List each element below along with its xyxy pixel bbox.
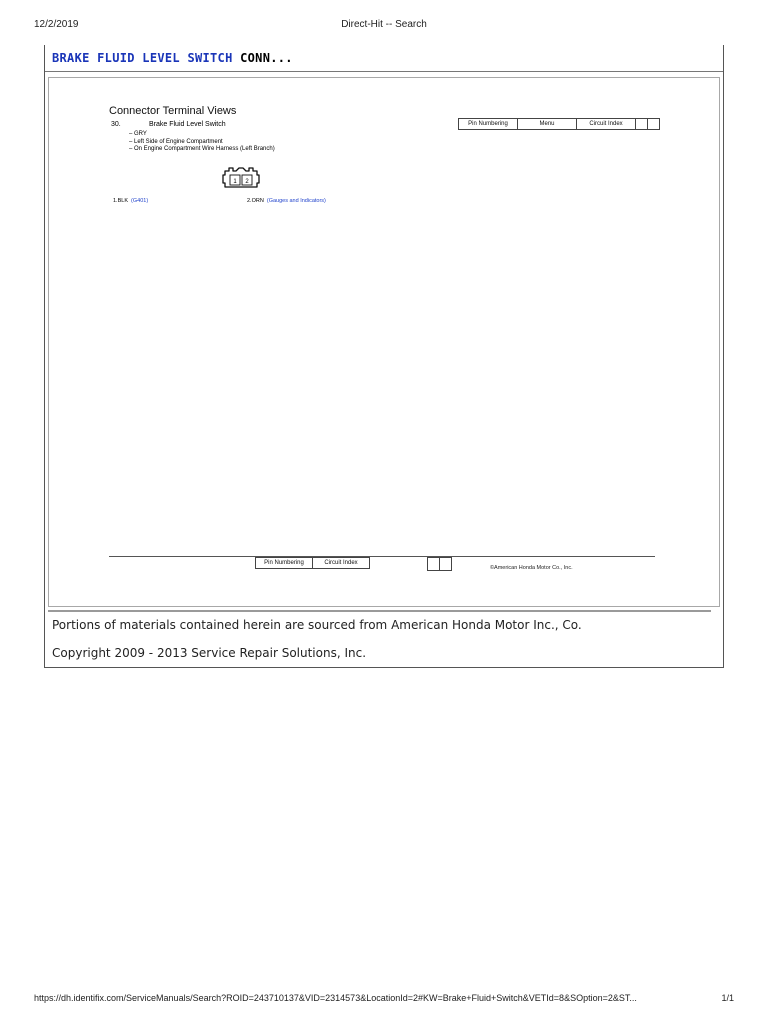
content-frame <box>44 45 724 668</box>
next-page-button-bottom[interactable] <box>439 557 452 571</box>
pin-numbering-button-bottom[interactable]: Pin Numbering <box>255 557 313 569</box>
connector-name: Brake Fluid Level Switch <box>149 121 226 128</box>
print-date: 12/2/2019 <box>34 19 79 30</box>
pinout-item-2 <box>247 198 326 204</box>
circuit-index-button[interactable]: Circuit Index <box>576 118 636 130</box>
pin-1-label: 1.BLK <box>113 198 128 204</box>
print-page-number: 1/1 <box>721 993 734 1003</box>
menu-button[interactable]: Menu <box>517 118 577 130</box>
pin-2-link[interactable]: (Gauges and Indicators) <box>266 198 326 204</box>
pin-1-link[interactable]: (G401) <box>131 198 149 204</box>
bottom-divider <box>109 556 655 557</box>
print-page-title: Direct-Hit -- Search <box>341 19 427 30</box>
pinout-item-1 <box>113 198 148 204</box>
honda-copyright: ©American Honda Motor Co., Inc. <box>490 565 573 571</box>
disclaimer-divider <box>48 610 711 612</box>
connector-views-title: Connector Terminal Views <box>109 105 237 117</box>
connector-face-icon <box>221 166 261 190</box>
bottom-page-buttons <box>428 557 452 571</box>
pin-numbering-button[interactable]: Pin Numbering <box>458 118 518 130</box>
connector-notes <box>129 131 275 154</box>
connector-diagram <box>221 166 261 195</box>
note-color: – GRY <box>129 131 147 137</box>
heading-rest: CONN... <box>232 51 293 65</box>
bottom-nav-tabs <box>256 557 370 569</box>
top-nav-tabs <box>459 118 660 130</box>
heading-highlight: BRAKE FLUID LEVEL SWITCH <box>52 51 233 65</box>
note-harness: – On Engine Compartment Wire Harness (Left Branch) <box>129 146 275 152</box>
pin-label-1: 1 <box>233 179 237 185</box>
disclaimer-copyright: Copyright 2009 - 2013 Service Repair Solutions, Inc. <box>52 646 367 660</box>
note-location: – Left Side of Engine Compartment <box>129 138 223 145</box>
pin-label-2: 2 <box>245 179 249 185</box>
page-heading <box>52 51 293 65</box>
print-url: https://dh.identifix.com/ServiceManuals/Search?ROID=243710137&VID=2314573&LocationId=2#KW=Brake+Fluid+Switch&VETId=8&SOption=2&ST... <box>34 993 637 1003</box>
next-page-button[interactable] <box>647 118 660 130</box>
heading-divider <box>45 71 723 72</box>
circuit-index-button-bottom[interactable]: Circuit Index <box>312 557 370 569</box>
connector-view-panel <box>48 77 720 607</box>
connector-number: 30. <box>111 121 121 128</box>
disclaimer-sources: Portions of materials contained herein are sourced from American Honda Motor Inc., Co. <box>52 618 582 632</box>
pin-2-label: 2.ORN <box>247 198 264 204</box>
